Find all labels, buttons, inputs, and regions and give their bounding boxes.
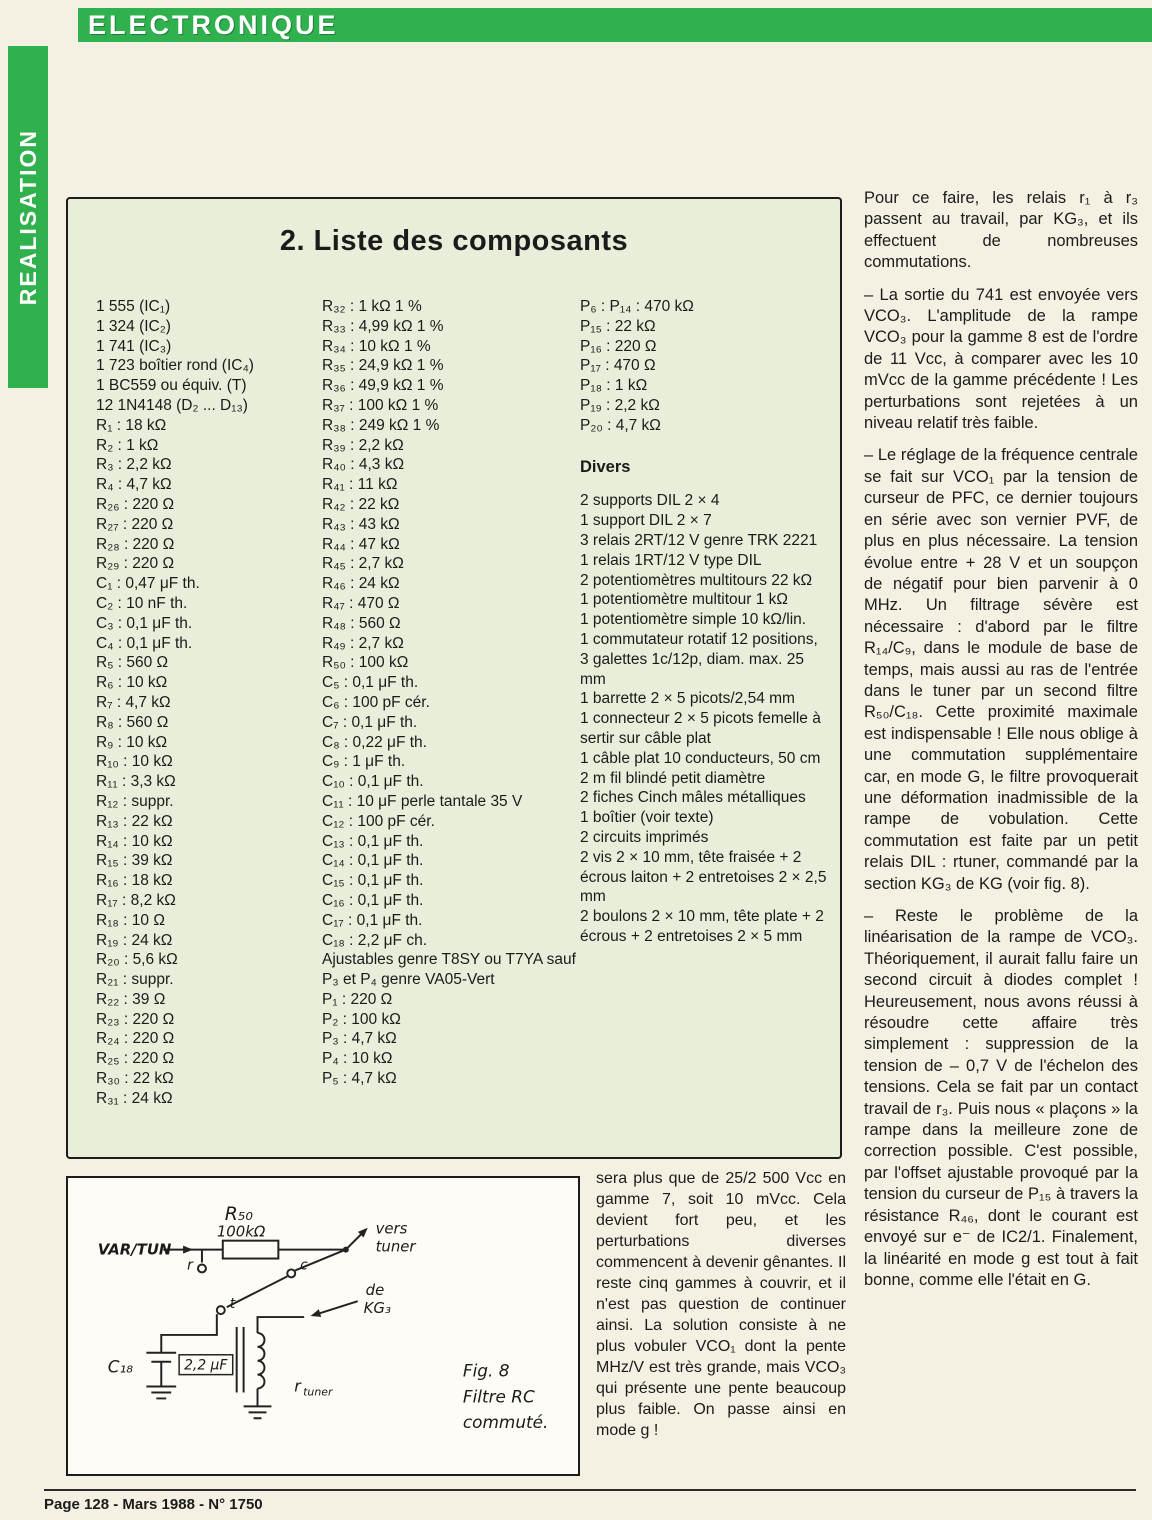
figure-caption-line-3: commuté. <box>462 1412 549 1433</box>
component-item: R₁₁ : 3,3 kΩ <box>96 773 176 791</box>
divers-item: 1 potentiomètre multitour 1 kΩ <box>580 591 789 609</box>
label-kg3: KG₃ <box>363 1299 391 1318</box>
component-item: R₄₇ : 470 Ω <box>322 594 400 612</box>
component-item: R₁₂ : suppr. <box>96 792 174 810</box>
relay-coil <box>258 1333 265 1389</box>
component-item: R₄₆ : 24 kΩ <box>322 575 400 593</box>
schematic-wires <box>146 1230 365 1419</box>
figure-caption <box>463 1361 548 1433</box>
component-item: C₁₇ : 0,1 μF th. <box>322 911 423 929</box>
component-item: P₁₇ : 470 Ω <box>580 357 656 375</box>
component-item: R₅₀ : 100 kΩ <box>322 654 409 672</box>
components-column-2 <box>322 297 576 1089</box>
component-item: C₄ : 0,1 μF th. <box>96 634 193 652</box>
component-item: R₈ : 560 Ω <box>96 713 169 731</box>
article-paragraph: – La sortie du 741 est envoyée vers VCO₃. L'amplitude de la rampe VCO₃ pour la gamme 8 est de l'ordre de 11 Vcc, à comparer avec les 10 mVcc de la gamme précédente ! Les perturbations sont rejetées à un niveau relatif très faible. <box>864 285 1138 433</box>
component-item: R₂₆ : 220 Ω <box>96 495 175 513</box>
component-item: R₂₃ : 220 Ω <box>96 1010 175 1028</box>
component-item: R₃ : 2,2 kΩ <box>96 456 172 474</box>
component-item: R₃₈ : 249 kΩ 1 % <box>322 416 440 434</box>
article-paragraph: sera plus que de 25/2 500 Vcc en gamme 7, soit 10 mVcc. Cela devient fort peu, et les perturbations diverses commencent à devenir gênantes. Il reste cinq gammes à couvrir, et il n'est pas question de continuer ainsi. La solution consiste à ne plus vobuler VCO₁ dont la pente MHz/V est très grande, mais VCO₃ qui présente une pente beaucoup plus faible. On passe ainsi en mode g ! <box>596 1170 846 1439</box>
component-item: C₁₀ : 0,1 μF th. <box>322 773 424 791</box>
ground-symbol-right <box>244 1406 272 1418</box>
component-item: R₃₅ : 24,9 kΩ 1 % <box>322 357 444 375</box>
divers-item: 1 boîtier (voir texte) <box>580 809 714 827</box>
label-de: de <box>365 1281 385 1300</box>
component-item: R₄₄ : 47 kΩ <box>322 535 400 553</box>
component-item: P₅ : 4,7 kΩ <box>322 1070 397 1088</box>
wire-to-capacitor <box>161 1314 217 1353</box>
magazine-title: ELECTRONIQUE <box>88 9 339 40</box>
divers-item: 2 circuits imprimés <box>580 828 709 846</box>
page-header-bar <box>78 8 1152 42</box>
component-item: R₃₇ : 100 kΩ 1 % <box>322 396 439 414</box>
component-item: R₆ : 10 kΩ <box>96 674 168 692</box>
component-item: 1 324 (IC₂) <box>96 317 171 335</box>
component-item: R₂₉ : 220 Ω <box>96 555 175 573</box>
divers-heading: Divers <box>580 457 631 476</box>
component-item: C₁₅ : 0,1 μF th. <box>322 872 424 890</box>
label-var-tun: VAR/TUN <box>97 1240 172 1259</box>
component-item: R₃₂ : 1 kΩ 1 % <box>322 298 422 315</box>
component-item: R₃₉ : 2,2 kΩ <box>322 436 404 454</box>
components-title: 2. Liste des composants <box>279 225 629 257</box>
junction-dot <box>343 1247 349 1253</box>
figure-caption-line-2: Filtre RC <box>462 1386 535 1407</box>
component-item: 1 555 (IC₁) <box>96 298 171 315</box>
component-item: C₁₁ : 10 μF perle tantale 35 V <box>322 792 523 810</box>
label-c18: C₁₈ <box>107 1356 133 1377</box>
divers-item: 1 support DIL 2 × 7 <box>580 512 712 530</box>
component-item: R₁ : 18 kΩ <box>96 416 167 434</box>
divers-item: 2 supports DIL 2 × 4 <box>580 492 720 510</box>
component-item: 1 723 boîtier rond (IC₄) <box>96 357 254 375</box>
article-middle-column <box>596 1168 846 1452</box>
divers-item: 2 m fil blindé petit diamètre <box>580 769 766 787</box>
component-item: R₃₆ : 49,9 kΩ 1 % <box>322 377 444 395</box>
ground-symbol-left <box>146 1387 176 1399</box>
component-item: Ajustables genre T8SY ou T7YA sauf P₃ et P₄ genre VA05-Vert <box>322 951 576 989</box>
section-sidebar <box>8 46 48 388</box>
divers-list <box>580 491 830 946</box>
component-item: R₉ : 10 kΩ <box>96 733 168 751</box>
component-item: R₁₀ : 10 kΩ <box>96 753 173 771</box>
component-item: R₄₁ : 11 kΩ <box>322 476 398 494</box>
footer-rule <box>44 1489 1136 1491</box>
component-item: C₁₈ : 2,2 μF ch. <box>322 931 428 949</box>
component-item: C₁₄ : 0,1 μF th. <box>322 852 424 870</box>
component-item: C₅ : 0,1 μF th. <box>322 674 419 692</box>
component-item: 1 BC559 ou équiv. (T) <box>96 377 247 395</box>
contact-r <box>198 1264 206 1272</box>
component-item: R₄ : 4,7 kΩ <box>96 476 172 494</box>
figure-schematic <box>68 1178 578 1474</box>
label-vers: vers <box>375 1219 408 1238</box>
component-item: R₂₀ : 5,6 kΩ <box>96 951 178 969</box>
component-item: R₅ : 560 Ω <box>96 654 169 672</box>
label-rtuner: r <box>294 1376 301 1396</box>
component-item: R₇ : 4,7 kΩ <box>96 693 171 711</box>
contact-t <box>217 1306 225 1314</box>
component-item: R₂₄ : 220 Ω <box>96 1030 175 1048</box>
component-item: P₁₅ : 22 kΩ <box>580 317 656 335</box>
label-r50-value: 100kΩ <box>216 1222 266 1241</box>
sidebar-section-label: REALISATION <box>14 128 41 306</box>
article-paragraph: – Reste le problème de la linéarisation de la rampe de VCO₃. Théoriquement, il aurait fallu faire un second circuit à diodes complet ! Heureusement, nous avons réussi à résoudre cette affaire très simplement : suppression de la tension de – 0,7 V de l'échelon des tensions. Cela se fait par un contact travail de r₃. Puis nous « plaçons » la rampe dans la meilleure zone de correction possible. C'est possible, par l'offset ajustable provoqué par la tension du curseur de P₁₅ à travers la résistance R₄₆, dont le courant est envoyé sur e⁻ de IC2/1. Finalement, la linéarité en mode g est tout à fait bonne, comme elle l'était en G. <box>864 907 1138 1289</box>
component-item: R₄₀ : 4,3 kΩ <box>322 456 405 474</box>
component-item: 1 741 (IC₃) <box>96 337 172 355</box>
component-item: R₄₂ : 22 kΩ <box>322 495 400 513</box>
component-item: R₃₃ : 4,99 kΩ 1 % <box>322 317 444 335</box>
potentiometer-list <box>580 297 830 436</box>
component-item: R₂₂ : 39 Ω <box>96 990 166 1008</box>
component-item: R₃₄ : 10 kΩ 1 % <box>322 337 431 355</box>
component-item: C₇ : 0,1 μF th. <box>322 713 418 731</box>
component-item: R₃₀ : 22 kΩ <box>96 1070 174 1088</box>
component-item: R₁₇ : 8,2 kΩ <box>96 891 176 909</box>
component-item: P₃ : 4,7 kΩ <box>322 1030 397 1048</box>
label-contact-c: c <box>300 1257 308 1274</box>
divers-item: 2 fiches Cinch mâles métalliques <box>580 789 806 807</box>
component-item: R₄₃ : 43 kΩ <box>322 515 400 533</box>
component-item: C₁₃ : 0,1 μF th. <box>322 832 424 850</box>
divers-item: 1 potentiomètre simple 10 kΩ/lin. <box>580 611 807 629</box>
divers-item: 2 potentiomètres multitours 22 kΩ <box>580 571 813 589</box>
contact-c <box>287 1269 295 1277</box>
article-paragraph: – Le réglage de la fréquence centrale se fait sur VCO₁ par la tension de curseur de PFC, ce dernier toujours en série avec son vernier PVF, de plus en plus nécessaire. La tension évolue entre + 28 V et un soupçon de négatif pour bien parvenir à 0 MHz. Un filtrage sévère est nécessaire : d'abord par le filtre R₁₄/C₉, dans le module de base de temps, mais aussi au ras de l'entrée dans le tuner par un second filtre R₅₀/C₁₈. Cette proximité maximale est indispensable ! Elle nous oblige à une commutation supplémentaire car, en mode G, le filtre provoquerait une déformation inadmissible de la rampe de vobulation. Cette commutation est faite par un petit relais DIL : rtuner, commandé par la section KG₃ de KG (voir fig. 8). <box>864 446 1138 893</box>
component-item: R₁₅ : 39 kΩ <box>96 852 173 870</box>
figure-box <box>66 1176 580 1476</box>
component-item: R₁₃ : 22 kΩ <box>96 812 173 830</box>
schematic-labels <box>98 1204 417 1399</box>
component-item: R₂₅ : 220 Ω <box>96 1050 175 1068</box>
label-rtuner-subscript: tuner <box>303 1385 333 1399</box>
article-paragraph: Pour ce faire, les relais r₁ à r₃ passent au travail, par KG₃, et ils effectuent de nombreuses commutations. <box>864 189 1138 272</box>
component-item: R₂₁ : suppr. <box>96 971 174 989</box>
component-item: R₄₈ : 560 Ω <box>322 614 401 632</box>
component-item: C₃ : 0,1 μF th. <box>96 614 193 632</box>
divers-item: 1 connecteur 2 × 5 picots femelle à sertir sur câble plat <box>580 710 821 747</box>
component-item: P₁₈ : 1 kΩ <box>580 377 648 395</box>
components-column-3 <box>580 297 830 947</box>
component-item: C₂ : 10 nF th. <box>96 594 188 612</box>
component-item: R₁₆ : 18 kΩ <box>96 872 173 890</box>
arrow-input <box>183 1246 193 1254</box>
component-item: R₁₈ : 10 Ω <box>96 911 165 929</box>
component-item: P₂ : 100 kΩ <box>322 1010 401 1028</box>
component-item: P₁₆ : 220 Ω <box>580 337 657 355</box>
component-item: R₁₉ : 24 kΩ <box>96 931 173 949</box>
component-item: R₄₉ : 2,7 kΩ <box>322 634 404 652</box>
component-item: R₂₈ : 220 Ω <box>96 535 175 553</box>
component-item: C₁₆ : 0,1 μF th. <box>322 891 424 909</box>
component-item: C₉ : 1 μF th. <box>322 753 406 771</box>
component-item: C₁₂ : 100 pF cér. <box>322 812 435 830</box>
component-item: C₁ : 0,47 μF th. <box>96 575 200 593</box>
component-item: P₁ : 220 Ω <box>322 990 393 1008</box>
components-column-1 <box>96 297 318 1109</box>
label-r50: R₅₀ <box>224 1203 253 1225</box>
wire-coil-top <box>258 1317 305 1333</box>
label-c18-value: 2,2 μF <box>184 1357 228 1374</box>
component-item: C₈ : 0,22 μF th. <box>322 733 427 751</box>
article-right-column <box>864 188 1138 1302</box>
component-item: R₂₇ : 220 Ω <box>96 515 174 533</box>
arrow-from-kg3 <box>309 1309 321 1319</box>
switch-lever <box>227 1276 288 1307</box>
label-contact-r: r <box>187 1257 193 1274</box>
relay-core-lines <box>237 1327 244 1392</box>
figure-caption-line-1: Fig. 8 <box>462 1360 510 1381</box>
label-tuner: tuner <box>375 1237 416 1256</box>
component-item: P₂₀ : 4,7 kΩ <box>580 416 661 434</box>
component-item: R₄₅ : 2,7 kΩ <box>322 555 404 573</box>
page-footer: Page 128 - Mars 1988 - N° 1750 <box>44 1496 263 1513</box>
divers-item: 2 boulons 2 × 10 mm, tête plate + 2 écrous + 2 entretoises 2 × 5 mm <box>580 908 824 945</box>
divers-item: 1 relais 1RT/12 V type DIL <box>580 551 762 569</box>
component-item: P₄ : 10 kΩ <box>322 1050 393 1068</box>
component-item: R₁₄ : 10 kΩ <box>96 832 173 850</box>
component-item: R₂ : 1 kΩ <box>96 436 159 454</box>
wire-from-kg3 <box>314 1301 358 1315</box>
component-item: C₆ : 100 pF cér. <box>322 693 430 711</box>
component-item: P₆ : P₁₄ : 470 kΩ <box>580 298 694 315</box>
divers-item: 1 commutateur rotatif 12 positions, 3 galettes 1c/12p, diam. max. 25 mm <box>580 630 818 688</box>
divers-item: 1 barrette 2 × 5 picots/2,54 mm <box>580 690 795 708</box>
divers-item: 2 vis 2 × 10 mm, tête fraisée + 2 écrous laiton + 2 entretoises 2 × 2,5 mm <box>580 848 827 906</box>
components-box <box>66 197 842 1159</box>
divers-item: 3 relais 2RT/12 V genre TRK 2221 <box>580 531 818 549</box>
divers-item: 1 câble plat 10 conducteurs, 50 cm <box>580 749 821 767</box>
component-item: P₁₉ : 2,2 kΩ <box>580 396 660 414</box>
resistor-r50-symbol <box>223 1241 279 1259</box>
label-contact-t: t <box>229 1296 236 1313</box>
component-item: 12 1N4148 (D₂ ... D₁₃) <box>96 396 248 414</box>
component-item: R₃₁ : 24 kΩ <box>96 1089 173 1107</box>
